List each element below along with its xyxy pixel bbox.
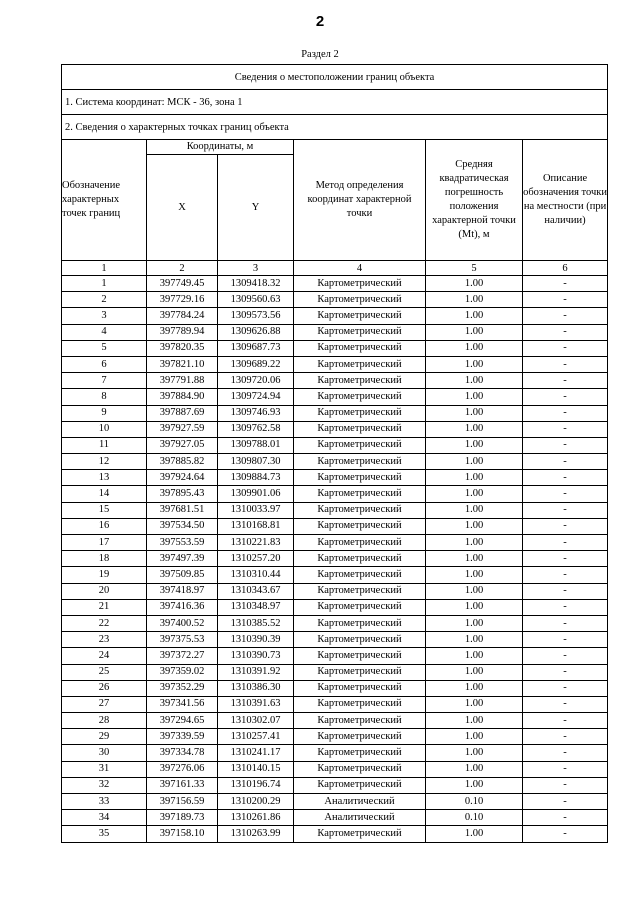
method-cell: Картометрический xyxy=(294,340,426,356)
description-cell: - xyxy=(523,324,608,340)
header-method: Метод определения координат характерной точки xyxy=(294,140,426,261)
y-coordinate-cell: 1309807.30 xyxy=(218,454,294,470)
accuracy-cell: 1.00 xyxy=(426,729,523,745)
point-number-cell: 26 xyxy=(62,680,147,696)
table-row xyxy=(62,680,608,696)
point-number-cell: 3 xyxy=(62,308,147,324)
point-number-cell: 18 xyxy=(62,551,147,567)
y-coordinate-cell: 1309560.63 xyxy=(218,292,294,308)
x-coordinate-cell: 397341.56 xyxy=(147,696,218,712)
y-coordinate-cell: 1310390.39 xyxy=(218,632,294,648)
accuracy-cell: 1.00 xyxy=(426,454,523,470)
point-number-cell: 25 xyxy=(62,664,147,680)
table-row xyxy=(62,308,608,324)
header-designation: Обозначение характерных точек границ xyxy=(62,140,147,261)
accuracy-cell: 0.10 xyxy=(426,794,523,810)
table-row xyxy=(62,632,608,648)
boundary-points-table xyxy=(61,64,608,843)
x-coordinate-cell: 397156.59 xyxy=(147,794,218,810)
method-cell: Картометрический xyxy=(294,696,426,712)
x-coordinate-cell: 397189.73 xyxy=(147,810,218,826)
accuracy-cell: 1.00 xyxy=(426,292,523,308)
x-coordinate-cell: 397729.16 xyxy=(147,292,218,308)
method-cell: Картометрический xyxy=(294,713,426,729)
table-row xyxy=(62,535,608,551)
point-number-cell: 15 xyxy=(62,502,147,518)
table-row xyxy=(62,518,608,534)
description-cell: - xyxy=(523,373,608,389)
accuracy-cell: 1.00 xyxy=(426,486,523,502)
description-cell: - xyxy=(523,810,608,826)
table-row xyxy=(62,826,608,842)
table-row xyxy=(62,454,608,470)
description-cell: - xyxy=(523,454,608,470)
coordinate-system-line: 1. Система координат: МСК - 36, зона 1 xyxy=(62,90,608,115)
y-coordinate-cell: 1310221.83 xyxy=(218,535,294,551)
page-number: 2 xyxy=(315,13,325,30)
point-number-cell: 7 xyxy=(62,373,147,389)
column-number: 4 xyxy=(294,261,426,276)
description-cell: - xyxy=(523,713,608,729)
description-cell: - xyxy=(523,502,608,518)
accuracy-cell: 1.00 xyxy=(426,664,523,680)
point-number-cell: 22 xyxy=(62,615,147,631)
table-row xyxy=(62,276,608,292)
accuracy-cell: 1.00 xyxy=(426,405,523,421)
y-coordinate-cell: 1309626.88 xyxy=(218,324,294,340)
table-row xyxy=(62,810,608,826)
x-coordinate-cell: 397497.39 xyxy=(147,551,218,567)
y-coordinate-cell: 1310200.29 xyxy=(218,794,294,810)
point-number-cell: 28 xyxy=(62,713,147,729)
y-coordinate-cell: 1310390.73 xyxy=(218,648,294,664)
description-cell: - xyxy=(523,615,608,631)
point-number-cell: 29 xyxy=(62,729,147,745)
y-coordinate-cell: 1309762.58 xyxy=(218,421,294,437)
table-row xyxy=(62,421,608,437)
description-cell: - xyxy=(523,437,608,453)
column-number: 1 xyxy=(62,261,147,276)
y-coordinate-cell: 1310302.07 xyxy=(218,713,294,729)
point-number-cell: 8 xyxy=(62,389,147,405)
method-cell: Картометрический xyxy=(294,826,426,842)
method-cell: Картометрический xyxy=(294,680,426,696)
description-cell: - xyxy=(523,729,608,745)
method-cell: Картометрический xyxy=(294,664,426,680)
method-cell: Картометрический xyxy=(294,535,426,551)
x-coordinate-cell: 397784.24 xyxy=(147,308,218,324)
y-coordinate-cell: 1310140.15 xyxy=(218,761,294,777)
table-row xyxy=(62,664,608,680)
x-coordinate-cell: 397534.50 xyxy=(147,518,218,534)
point-number-cell: 10 xyxy=(62,421,147,437)
y-coordinate-cell: 1310261.86 xyxy=(218,810,294,826)
y-coordinate-cell: 1310343.67 xyxy=(218,583,294,599)
method-cell: Картометрический xyxy=(294,502,426,518)
x-coordinate-cell: 397375.53 xyxy=(147,632,218,648)
method-cell: Картометрический xyxy=(294,292,426,308)
accuracy-cell: 1.00 xyxy=(426,599,523,615)
header-description: Описание обозначения точки на местности (при наличии) xyxy=(523,140,608,261)
accuracy-cell: 1.00 xyxy=(426,340,523,356)
description-cell: - xyxy=(523,470,608,486)
y-coordinate-cell: 1310310.44 xyxy=(218,567,294,583)
method-cell: Картометрический xyxy=(294,437,426,453)
point-number-cell: 30 xyxy=(62,745,147,761)
x-coordinate-cell: 397884.90 xyxy=(147,389,218,405)
method-cell: Картометрический xyxy=(294,405,426,421)
x-coordinate-cell: 397276.06 xyxy=(147,761,218,777)
method-cell: Картометрический xyxy=(294,777,426,793)
method-cell: Картометрический xyxy=(294,567,426,583)
y-coordinate-cell: 1310033.97 xyxy=(218,502,294,518)
y-coordinate-cell: 1309746.93 xyxy=(218,405,294,421)
point-number-cell: 20 xyxy=(62,583,147,599)
description-cell: - xyxy=(523,583,608,599)
method-cell: Картометрический xyxy=(294,389,426,405)
x-coordinate-cell: 397158.10 xyxy=(147,826,218,842)
method-cell: Картометрический xyxy=(294,276,426,292)
method-cell: Картометрический xyxy=(294,454,426,470)
accuracy-cell: 1.00 xyxy=(426,696,523,712)
point-number-cell: 4 xyxy=(62,324,147,340)
y-coordinate-cell: 1310385.52 xyxy=(218,615,294,631)
accuracy-cell: 1.00 xyxy=(426,389,523,405)
point-number-cell: 17 xyxy=(62,535,147,551)
table-row xyxy=(62,777,608,793)
method-cell: Картометрический xyxy=(294,745,426,761)
description-cell: - xyxy=(523,648,608,664)
y-coordinate-cell: 1309689.22 xyxy=(218,356,294,372)
method-cell: Картометрический xyxy=(294,583,426,599)
point-number-cell: 13 xyxy=(62,470,147,486)
y-coordinate-cell: 1309418.32 xyxy=(218,276,294,292)
x-coordinate-cell: 397294.65 xyxy=(147,713,218,729)
description-cell: - xyxy=(523,551,608,567)
method-cell: Аналитический xyxy=(294,794,426,810)
table-row xyxy=(62,713,608,729)
method-cell: Картометрический xyxy=(294,648,426,664)
point-number-cell: 19 xyxy=(62,567,147,583)
column-number: 6 xyxy=(523,261,608,276)
method-cell: Картометрический xyxy=(294,324,426,340)
description-cell: - xyxy=(523,405,608,421)
column-number: 3 xyxy=(218,261,294,276)
x-coordinate-cell: 397400.52 xyxy=(147,615,218,631)
x-coordinate-cell: 397352.29 xyxy=(147,680,218,696)
description-cell: - xyxy=(523,567,608,583)
accuracy-cell: 1.00 xyxy=(426,324,523,340)
x-coordinate-cell: 397885.82 xyxy=(147,454,218,470)
point-number-cell: 9 xyxy=(62,405,147,421)
description-cell: - xyxy=(523,632,608,648)
method-cell: Картометрический xyxy=(294,486,426,502)
table-row xyxy=(62,567,608,583)
method-cell: Аналитический xyxy=(294,810,426,826)
method-cell: Картометрический xyxy=(294,632,426,648)
x-coordinate-cell: 397821.10 xyxy=(147,356,218,372)
y-coordinate-cell: 1309901.06 xyxy=(218,486,294,502)
description-cell: - xyxy=(523,535,608,551)
method-cell: Картометрический xyxy=(294,729,426,745)
x-coordinate-cell: 397887.69 xyxy=(147,405,218,421)
accuracy-cell: 1.00 xyxy=(426,648,523,664)
method-cell: Картометрический xyxy=(294,373,426,389)
description-cell: - xyxy=(523,340,608,356)
table-row xyxy=(62,389,608,405)
x-coordinate-cell: 397895.43 xyxy=(147,486,218,502)
description-cell: - xyxy=(523,777,608,793)
table-row xyxy=(62,324,608,340)
x-coordinate-cell: 397161.33 xyxy=(147,777,218,793)
point-number-cell: 34 xyxy=(62,810,147,826)
points-heading: 2. Сведения о характерных точках границ объекта xyxy=(62,115,608,140)
point-number-cell: 31 xyxy=(62,761,147,777)
column-number: 5 xyxy=(426,261,523,276)
table-row xyxy=(62,583,608,599)
description-cell: - xyxy=(523,421,608,437)
y-coordinate-cell: 1309884.73 xyxy=(218,470,294,486)
accuracy-cell: 1.00 xyxy=(426,745,523,761)
description-cell: - xyxy=(523,599,608,615)
table-row xyxy=(62,373,608,389)
table-row xyxy=(62,696,608,712)
y-coordinate-cell: 1309788.01 xyxy=(218,437,294,453)
method-cell: Картометрический xyxy=(294,599,426,615)
method-cell: Картометрический xyxy=(294,551,426,567)
description-cell: - xyxy=(523,276,608,292)
x-coordinate-cell: 397681.51 xyxy=(147,502,218,518)
header-y: Y xyxy=(218,155,294,261)
method-cell: Картометрический xyxy=(294,470,426,486)
x-coordinate-cell: 397789.94 xyxy=(147,324,218,340)
y-coordinate-cell: 1310348.97 xyxy=(218,599,294,615)
x-coordinate-cell: 397927.59 xyxy=(147,421,218,437)
accuracy-cell: 0.10 xyxy=(426,810,523,826)
x-coordinate-cell: 397791.88 xyxy=(147,373,218,389)
accuracy-cell: 1.00 xyxy=(426,356,523,372)
accuracy-cell: 1.00 xyxy=(426,713,523,729)
point-number-cell: 21 xyxy=(62,599,147,615)
point-number-cell: 32 xyxy=(62,777,147,793)
accuracy-cell: 1.00 xyxy=(426,761,523,777)
point-number-cell: 1 xyxy=(62,276,147,292)
y-coordinate-cell: 1309573.56 xyxy=(218,308,294,324)
table-row xyxy=(62,470,608,486)
description-cell: - xyxy=(523,389,608,405)
y-coordinate-cell: 1310257.41 xyxy=(218,729,294,745)
table-row xyxy=(62,729,608,745)
accuracy-cell: 1.00 xyxy=(426,777,523,793)
x-coordinate-cell: 397749.45 xyxy=(147,276,218,292)
accuracy-cell: 1.00 xyxy=(426,632,523,648)
accuracy-cell: 1.00 xyxy=(426,680,523,696)
point-number-cell: 5 xyxy=(62,340,147,356)
accuracy-cell: 1.00 xyxy=(426,437,523,453)
y-coordinate-cell: 1310391.63 xyxy=(218,696,294,712)
accuracy-cell: 1.00 xyxy=(426,470,523,486)
table-row xyxy=(62,761,608,777)
accuracy-cell: 1.00 xyxy=(426,276,523,292)
accuracy-cell: 1.00 xyxy=(426,373,523,389)
accuracy-cell: 1.00 xyxy=(426,421,523,437)
accuracy-cell: 1.00 xyxy=(426,826,523,842)
description-cell: - xyxy=(523,486,608,502)
point-number-cell: 16 xyxy=(62,518,147,534)
x-coordinate-cell: 397334.78 xyxy=(147,745,218,761)
point-number-cell: 35 xyxy=(62,826,147,842)
method-cell: Картометрический xyxy=(294,356,426,372)
y-coordinate-cell: 1310263.99 xyxy=(218,826,294,842)
section-label: Раздел 2 xyxy=(301,49,339,60)
y-coordinate-cell: 1310241.17 xyxy=(218,745,294,761)
y-coordinate-cell: 1310257.20 xyxy=(218,551,294,567)
accuracy-cell: 1.00 xyxy=(426,583,523,599)
description-cell: - xyxy=(523,794,608,810)
description-cell: - xyxy=(523,826,608,842)
point-number-cell: 23 xyxy=(62,632,147,648)
description-cell: - xyxy=(523,664,608,680)
table-row xyxy=(62,551,608,567)
table-row xyxy=(62,437,608,453)
description-cell: - xyxy=(523,761,608,777)
header-coordinates: Координаты, м xyxy=(147,140,294,155)
accuracy-cell: 1.00 xyxy=(426,551,523,567)
table-title: Сведения о местоположении границ объекта xyxy=(62,65,608,90)
method-cell: Картометрический xyxy=(294,518,426,534)
description-cell: - xyxy=(523,308,608,324)
x-coordinate-cell: 397924.64 xyxy=(147,470,218,486)
table-row xyxy=(62,292,608,308)
method-cell: Картометрический xyxy=(294,421,426,437)
method-cell: Картометрический xyxy=(294,615,426,631)
table-row xyxy=(62,356,608,372)
description-cell: - xyxy=(523,680,608,696)
y-coordinate-cell: 1309724.94 xyxy=(218,389,294,405)
column-number: 2 xyxy=(147,261,218,276)
accuracy-cell: 1.00 xyxy=(426,518,523,534)
header-accuracy: Средняя квадратическая погрешность положения характерной точки (Mt), м xyxy=(426,140,523,261)
x-coordinate-cell: 397927.05 xyxy=(147,437,218,453)
description-cell: - xyxy=(523,745,608,761)
point-number-cell: 2 xyxy=(62,292,147,308)
y-coordinate-cell: 1309687.73 xyxy=(218,340,294,356)
table-row xyxy=(62,615,608,631)
y-coordinate-cell: 1310196.74 xyxy=(218,777,294,793)
accuracy-cell: 1.00 xyxy=(426,567,523,583)
point-number-cell: 14 xyxy=(62,486,147,502)
x-coordinate-cell: 397418.97 xyxy=(147,583,218,599)
x-coordinate-cell: 397509.85 xyxy=(147,567,218,583)
point-number-cell: 27 xyxy=(62,696,147,712)
method-cell: Картометрический xyxy=(294,761,426,777)
x-coordinate-cell: 397339.59 xyxy=(147,729,218,745)
point-number-cell: 11 xyxy=(62,437,147,453)
table-row xyxy=(62,486,608,502)
y-coordinate-cell: 1310386.30 xyxy=(218,680,294,696)
accuracy-cell: 1.00 xyxy=(426,615,523,631)
description-cell: - xyxy=(523,292,608,308)
column-number-row xyxy=(62,261,608,276)
table-row xyxy=(62,405,608,421)
description-cell: - xyxy=(523,518,608,534)
point-number-cell: 33 xyxy=(62,794,147,810)
method-cell: Картометрический xyxy=(294,308,426,324)
description-cell: - xyxy=(523,696,608,712)
x-coordinate-cell: 397416.36 xyxy=(147,599,218,615)
table-row xyxy=(62,794,608,810)
accuracy-cell: 1.00 xyxy=(426,308,523,324)
point-number-cell: 12 xyxy=(62,454,147,470)
table-row xyxy=(62,502,608,518)
point-number-cell: 6 xyxy=(62,356,147,372)
x-coordinate-cell: 397553.59 xyxy=(147,535,218,551)
y-coordinate-cell: 1309720.06 xyxy=(218,373,294,389)
x-coordinate-cell: 397372.27 xyxy=(147,648,218,664)
accuracy-cell: 1.00 xyxy=(426,502,523,518)
x-coordinate-cell: 397359.02 xyxy=(147,664,218,680)
y-coordinate-cell: 1310391.92 xyxy=(218,664,294,680)
table-row xyxy=(62,340,608,356)
table-row xyxy=(62,745,608,761)
x-coordinate-cell: 397820.35 xyxy=(147,340,218,356)
accuracy-cell: 1.00 xyxy=(426,535,523,551)
y-coordinate-cell: 1310168.81 xyxy=(218,518,294,534)
point-number-cell: 24 xyxy=(62,648,147,664)
table-row xyxy=(62,599,608,615)
header-x: X xyxy=(147,155,218,261)
table-row xyxy=(62,648,608,664)
description-cell: - xyxy=(523,356,608,372)
